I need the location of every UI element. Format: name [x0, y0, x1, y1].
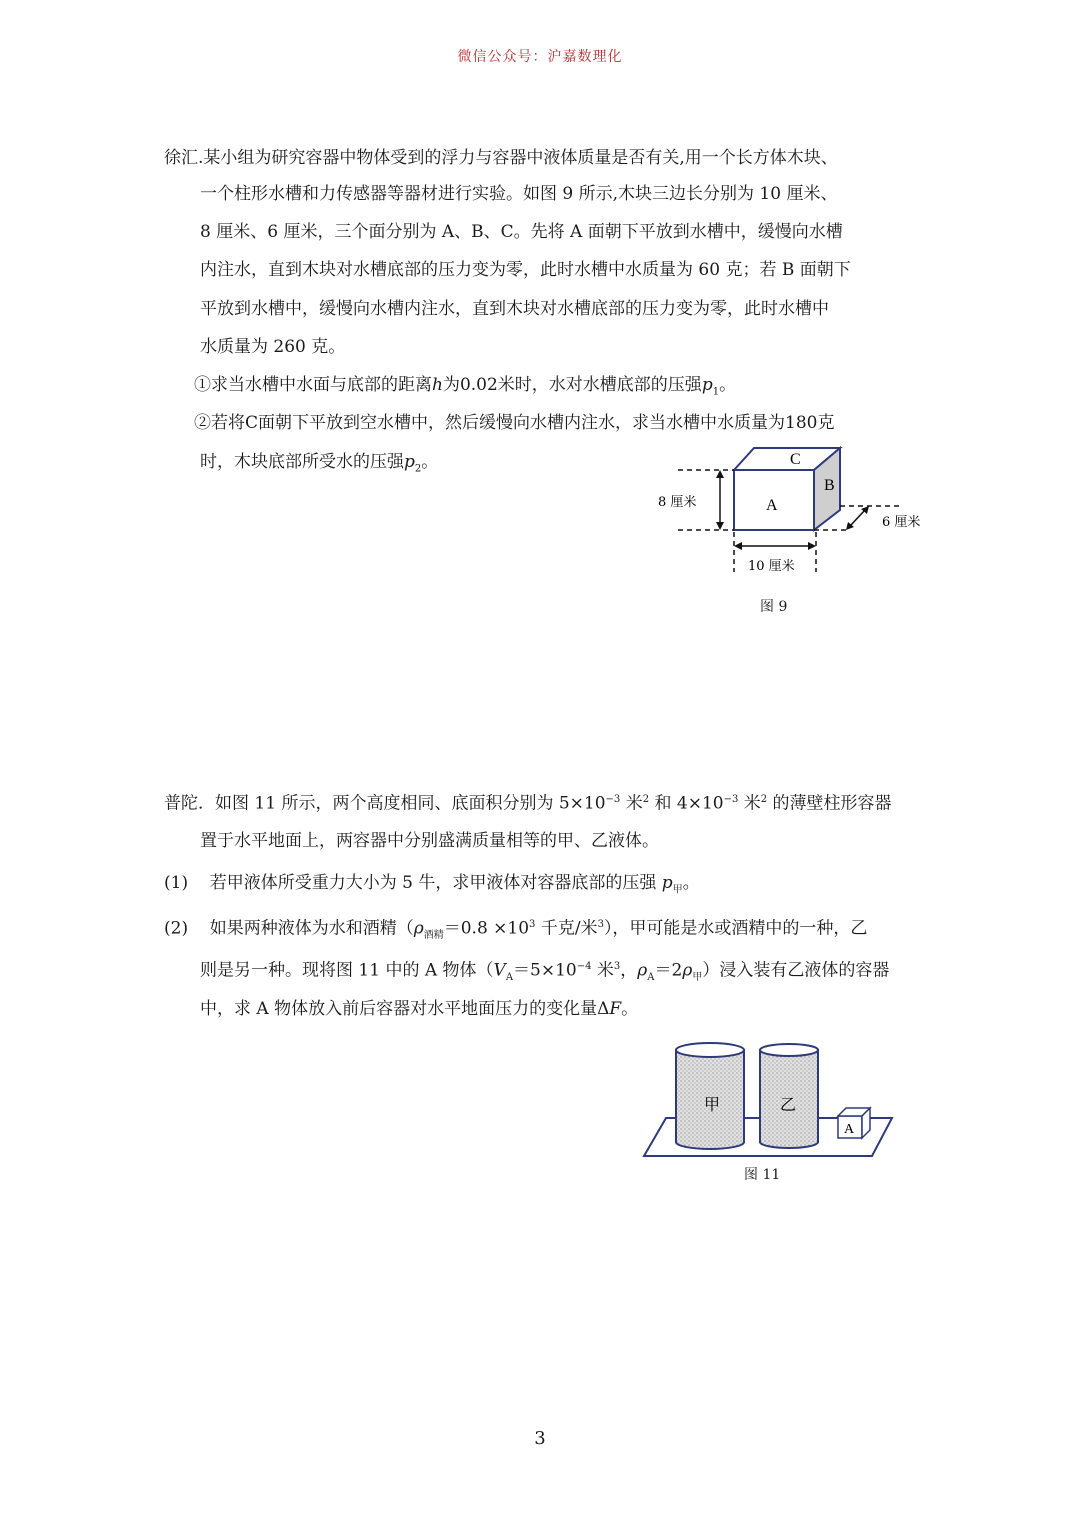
- figure-9-block-diagram: [650, 440, 940, 580]
- width-label: 10 厘米: [748, 559, 795, 574]
- face-b-label: B: [824, 477, 835, 494]
- label-a: A: [844, 1122, 855, 1137]
- page-header: 微信公众号：沪嘉数理化: [457, 49, 623, 65]
- q1-subquestion-2-cont: 时，木块底部所受水的压强$p_2$。: [200, 452, 439, 475]
- q1-line-1: 徐汇.某小组为研究容器中物体受到的浮力与容器中液体质量是否有关,用一个长方体木块、: [164, 148, 838, 168]
- q2-line-2: 置于水平地面上，两容器中分别盛满质量相等的甲、乙液体。: [200, 831, 659, 851]
- q1-subquestion-2: ②若将C面朝下平放到空水槽中，然后缓慢向水槽内注水，求当水槽中水质量为180克: [194, 413, 835, 433]
- figure-11-containers: [640, 1036, 910, 1160]
- face-a-label: A: [766, 497, 778, 514]
- depth-label: 6 厘米: [882, 515, 921, 530]
- figure-9-caption: 图 9: [760, 599, 788, 615]
- q2-line-1: 普陀．如图 11 所示，两个高度相同、底面积分别为 $5\times 10^{-3}$ 米$^2$ 和 $4\times 10^{-3}$ 米$^2$ 的薄壁柱形容器: [164, 793, 892, 814]
- q1-line-6: 水质量为 260 克。: [200, 337, 346, 357]
- q2-part-2-cont-1: 则是另一种。现将图 11 中的 A 物体（$V_A=5\times 10^{-4}$ 米$^3$，$\rho_A=2\rho_甲$）浸入装有乙液体的容器: [200, 960, 890, 984]
- q1-line-5: 平放到水槽中，缓慢向水槽内注水，直到木块对水槽底部的压力变为零，此时水槽中: [200, 299, 829, 319]
- page-number: 3: [534, 1428, 546, 1449]
- q2-part-2: (2) 如果两种液体为水和酒精（$\rho_{酒精}=0.8 \times 10^3$ 千克/米$^3$），甲可能是水或酒精中的一种，乙: [164, 918, 868, 942]
- label-jia: 甲: [704, 1095, 721, 1114]
- face-c-label: C: [790, 451, 801, 468]
- height-label: 8 厘米: [658, 495, 697, 510]
- figure-11-caption: 图 11: [744, 1167, 781, 1183]
- q1-line-2: 一个柱形水槽和力传感器等器材进行实验。如图 9 所示,木块三边长分别为 10 厘米、: [200, 184, 838, 204]
- label-yi: 乙: [780, 1095, 797, 1114]
- q2-part-2-cont-2: 中，求 A 物体放入前后容器对水平地面压力的变化量ΔF。: [200, 999, 639, 1019]
- q1-line-4: 内注水，直到木块对水槽底部的压力变为零，此时水槽中水质量为 60 克；若 B 面朝下: [200, 260, 851, 280]
- q2-part-1: (1) 若甲液体所受重力大小为 5 牛，求甲液体对容器底部的压强 $p_甲$。: [164, 873, 700, 896]
- q1-line-3: 8 厘米、6 厘米，三个面分别为 A、B、C。先将 A 面朝下平放到水槽中，缓慢向水槽: [200, 222, 843, 242]
- q1-subquestion-1: ①求当水槽中水面与底部的距离h为0.02米时，水对水槽底部的压强$p_1$。: [194, 375, 737, 398]
